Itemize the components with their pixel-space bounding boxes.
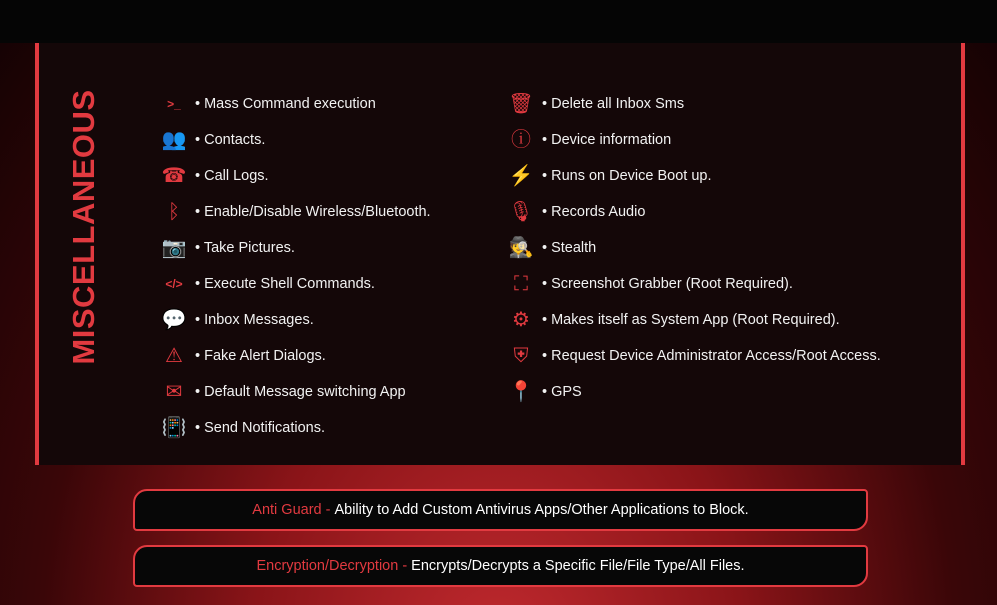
- feature-item: [508, 200, 645, 224]
- anti-guard-bar: [133, 489, 868, 531]
- feature-label: • Default Message switching App: [195, 384, 406, 400]
- section-title: MISCELLANEOUS: [66, 89, 101, 365]
- microphone-icon: 🎙: [508, 201, 534, 223]
- feature-item: [161, 164, 269, 188]
- feature-item: [508, 344, 881, 368]
- feature-label: • Runs on Device Boot up.: [542, 168, 712, 184]
- screenshot-icon: ⛶: [514, 273, 528, 295]
- power-bolt-icon: ⚡: [508, 165, 534, 187]
- feature-label: • Screenshot Grabber (Root Required).: [542, 276, 793, 292]
- feature-label: • Mass Command execution: [195, 96, 376, 112]
- info-icon: ⓘ: [511, 129, 531, 151]
- feature-item: [508, 128, 671, 152]
- feature-item: [508, 272, 793, 296]
- feature-label: • Inbox Messages.: [195, 312, 314, 328]
- feature-item: [161, 416, 325, 440]
- contacts-icon: 👥: [161, 129, 187, 151]
- feature-item: [508, 308, 840, 332]
- feature-label: • Device information: [542, 132, 672, 148]
- feature-item: [161, 308, 314, 332]
- location-pin-icon: 📍: [508, 381, 534, 403]
- feature-item: [161, 236, 295, 260]
- feature-label: • Enable/Disable Wireless/Bluetooth.: [195, 204, 431, 220]
- spy-icon: 🕵: [508, 237, 534, 259]
- bar-highlight: Encryption/Decryption -: [256, 558, 408, 574]
- feature-label: • Request Device Administrator Access/Root Access.: [542, 348, 881, 364]
- feature-item: [161, 92, 376, 116]
- bar-highlight: Anti Guard -: [252, 502, 331, 518]
- feature-item: [508, 380, 582, 404]
- feature-label: • Stealth: [542, 240, 597, 256]
- terminal-icon: >_: [167, 97, 181, 111]
- encryption-bar: [133, 545, 868, 587]
- system-settings-icon: ⚙: [512, 309, 530, 331]
- feature-item: [508, 236, 596, 260]
- code-window-icon: </>: [165, 277, 183, 291]
- feature-label: • Take Pictures.: [195, 240, 295, 256]
- feature-label: • Call Logs.: [195, 168, 269, 184]
- feature-label: • Fake Alert Dialogs.: [195, 348, 326, 364]
- feature-label: • Execute Shell Commands.: [195, 276, 375, 292]
- feature-item: [508, 164, 712, 188]
- call-log-icon: ☎: [161, 165, 187, 187]
- feature-label: • Contacts.: [195, 132, 266, 148]
- bar-text: Ability to Add Custom Antivirus Apps/Other Applications to Block.: [334, 502, 749, 518]
- feature-item: [161, 380, 406, 404]
- feature-item: [161, 128, 265, 152]
- vibrate-phone-icon: 📳: [161, 417, 187, 439]
- bluetooth-icon: ᛒ: [168, 201, 180, 223]
- feature-label: • Delete all Inbox Sms: [542, 96, 685, 112]
- top-band: [0, 0, 997, 43]
- feature-label: • Records Audio: [542, 204, 646, 220]
- camera-icon: 📷: [161, 237, 187, 259]
- bar-text: Encrypts/Decrypts a Specific File/File Type/All Files.: [411, 558, 745, 574]
- feature-item: [508, 92, 684, 116]
- feature-label: • Send Notifications.: [195, 420, 326, 436]
- feature-label: • Makes itself as System App (Root Required).: [542, 312, 840, 328]
- feature-item: [161, 344, 326, 368]
- feature-item: [161, 272, 375, 296]
- message-icon: 💬: [161, 309, 187, 331]
- shield-icon: ⛨: [513, 345, 529, 367]
- trash-icon: 🗑: [508, 93, 534, 115]
- feature-label: • GPS: [542, 384, 582, 400]
- envelope-icon: ✉: [165, 381, 183, 403]
- feature-item: [161, 200, 431, 224]
- warning-icon: ⚠: [165, 345, 183, 367]
